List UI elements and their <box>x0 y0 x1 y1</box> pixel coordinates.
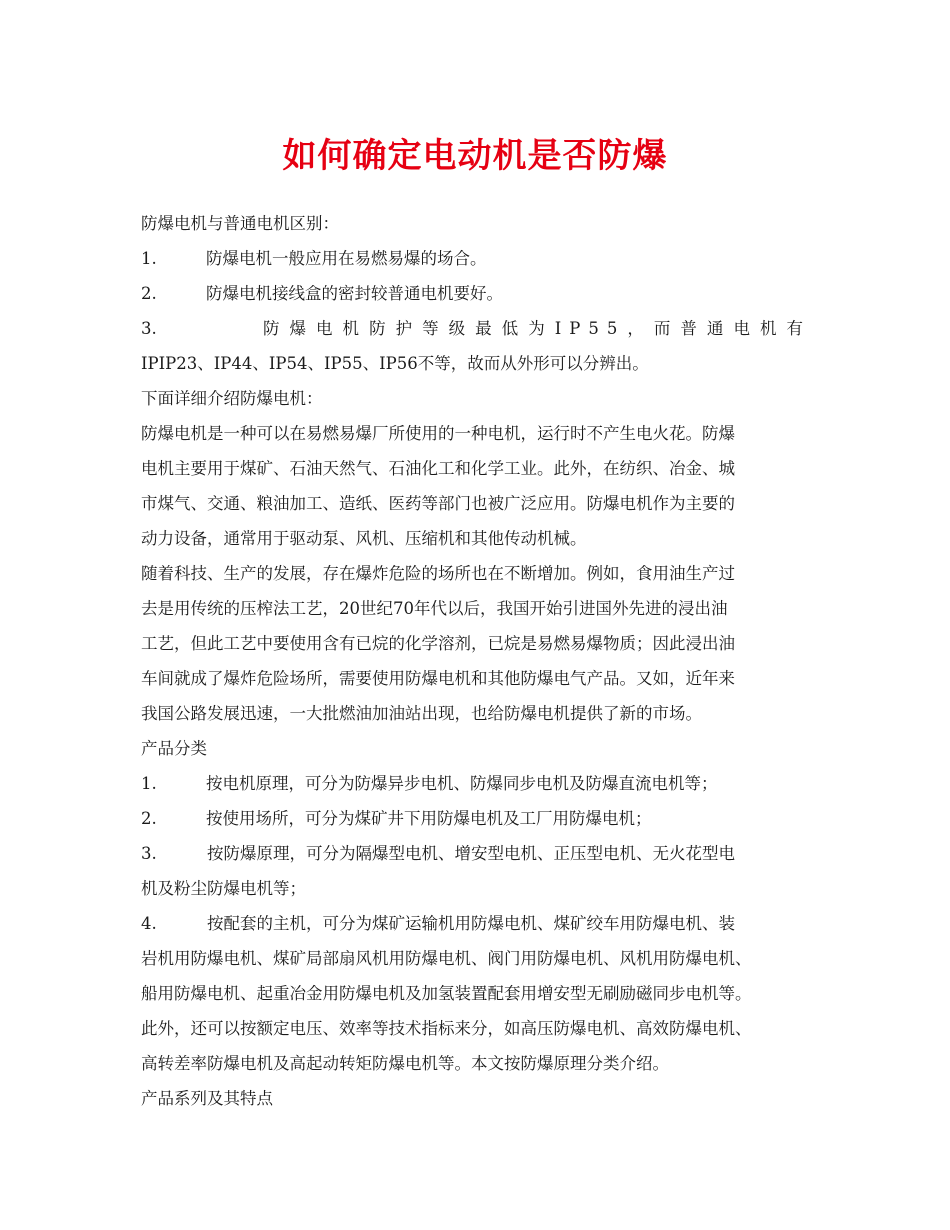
paragraph-line: 随着科技、生产的发展，存在爆炸危险的场所也在不断增加。例如，食用油生产过 <box>141 564 735 583</box>
item-number: 2. <box>141 809 157 828</box>
paragraph-line: 电机主要用于煤矿、石油天然气、石油化工和化学工业。此外，在纺织、冶金、城 <box>141 459 735 478</box>
paragraph-line: 我国公路发展迅速，一大批燃油加油站出现，也给防爆电机提供了新的市场。 <box>141 704 702 723</box>
item-text: 按防爆原理，可分为隔爆型电机、增安型电机、正压型电机、无火花型电 <box>207 844 735 863</box>
item-text: 防爆电机接线盒的密封较普通电机要好。 <box>206 284 503 303</box>
item-number: 3. <box>141 319 157 338</box>
item-text: 防爆电机防护等级最低为IP55，而普通电机有 <box>263 319 811 338</box>
paragraph-line: 去是用传统的压榨法工艺，20世纪70年代以后，我国开始引进国外先进的浸出油 <box>141 599 728 618</box>
numbered-item <box>141 766 811 801</box>
numbered-item <box>141 241 811 276</box>
item-number: 4. <box>141 914 157 933</box>
document-body <box>141 206 811 1116</box>
paragraph-line: 市煤气、交通、粮油加工、造纸、医药等部门也被广泛应用。防爆电机作为主要的 <box>141 494 735 513</box>
item-number: 2. <box>141 284 157 303</box>
item-number: 3. <box>141 844 157 863</box>
section-heading: 产品分类 <box>141 739 207 758</box>
paragraph-line: 车间就成了爆炸危险场所，需要使用防爆电机和其他防爆电气产品。又如，近年来 <box>141 669 735 688</box>
numbered-item <box>141 311 811 346</box>
paragraph-line: 防爆电机与普通电机区别： <box>141 214 339 233</box>
document-title: 如何确定电动机是否防爆 <box>282 136 668 176</box>
numbered-item <box>141 836 811 871</box>
item-number: 1. <box>141 774 157 793</box>
item-text: 按电机原理，可分为防爆异步电机、防爆同步电机及防爆直流电机等； <box>206 774 718 793</box>
numbered-item <box>141 801 811 836</box>
paragraph-line: 高转差率防爆电机及高起动转矩防爆电机等。本文按防爆原理分类介绍。 <box>141 1054 669 1073</box>
paragraph-line: 防爆电机是一种可以在易燃易爆厂所使用的一种电机，运行时不产生电火花。防爆 <box>141 424 735 443</box>
paragraph-line: 此外，还可以按额定电压、效率等技术指标来分，如高压防爆电机、高效防爆电机、 <box>141 1019 752 1038</box>
paragraph-line: 船用防爆电机、起重冶金用防爆电机及加氢装置配套用增安型无刷励磁同步电机等。 <box>141 984 752 1003</box>
paragraph-line: 工艺，但此工艺中要使用含有已烷的化学溶剂，已烷是易燃易爆物质；因此浸出油 <box>141 634 735 653</box>
numbered-item <box>141 906 811 941</box>
paragraph-line: 下面详细介绍防爆电机： <box>141 389 323 408</box>
item-text: 按配套的主机，可分为煤矿运输机用防爆电机、煤矿绞车用防爆电机、装 <box>207 914 735 933</box>
item-text: 按使用场所，可分为煤矿井下用防爆电机及工厂用防爆电机； <box>206 809 652 828</box>
paragraph-line: 机及粉尘防爆电机等； <box>141 879 306 898</box>
section-heading: 产品系列及其特点 <box>141 1089 273 1108</box>
item-number: 1. <box>141 249 157 268</box>
numbered-item <box>141 276 811 311</box>
paragraph-line: 岩机用防爆电机、煤矿局部扇风机用防爆电机、阀门用防爆电机、风机用防爆电机、 <box>141 949 752 968</box>
paragraph-line: IPIP23、IP44、IP54、IP55、IP56不等，故而从外形可以分辨出。 <box>141 354 649 373</box>
paragraph-line: 动力设备，通常用于驱动泵、风机、压缩机和其他传动机械。 <box>141 529 587 548</box>
item-text: 防爆电机一般应用在易燃易爆的场合。 <box>206 249 487 268</box>
